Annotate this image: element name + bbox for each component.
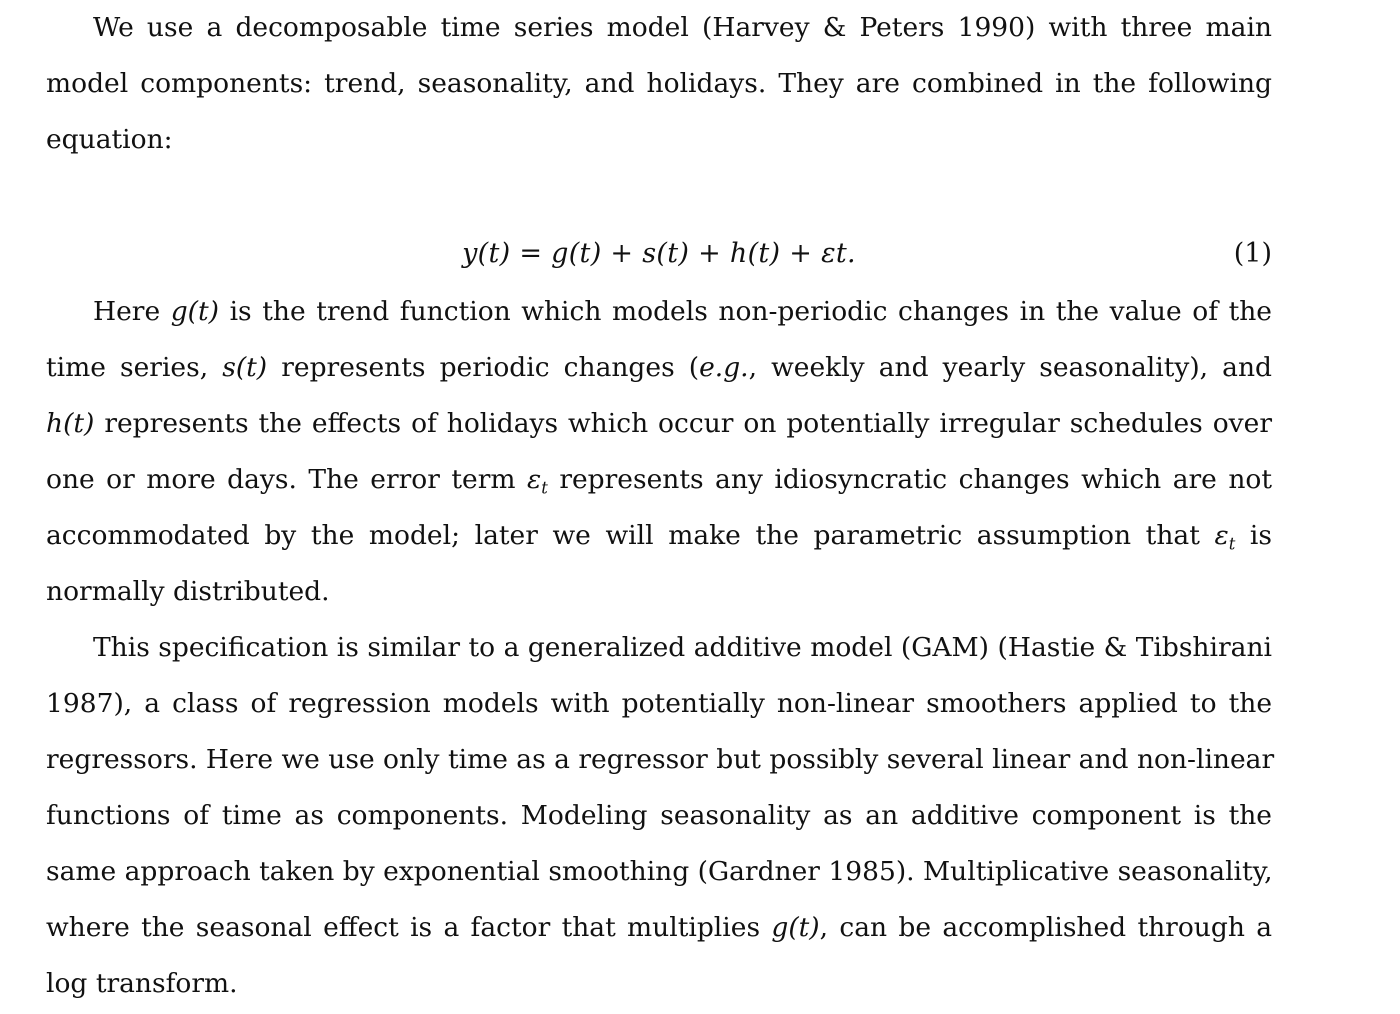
math-inline: g(t) — [771, 912, 820, 943]
math-inline: s(t) — [222, 352, 268, 383]
text-line: one or more days. The error term $\varepsilon_t$ represents any idiosyncratic changes which are not — [46, 464, 1272, 498]
text-line: This specification is similar to a generalized additive model (GAM) (Hastie & Tibshirani — [93, 632, 1272, 663]
text-line: 1987), a class of regression models with potentially non-linear smoothers applied to the — [46, 688, 1272, 719]
text-line: h(t) represents the effects of holidays which occur on potentially irregular schedules over — [46, 408, 1272, 439]
text-line: functions of time as components. Modeling seasonality as an additive component is the — [46, 800, 1272, 831]
math-inline: g(t) — [170, 296, 220, 327]
paragraph-1 — [46, 0, 1272, 168]
paragraph-2 — [46, 284, 1272, 620]
text-line: where the seasonal effect is a factor that multiplies g(t), can be accomplished through a — [46, 912, 1272, 943]
equation: y(t) = g(t) + s(t) + h(t) + εt. — [462, 238, 856, 269]
paper-body — [46, 0, 1275, 1012]
math-inline: $\varepsilon_t$ — [1214, 520, 1236, 554]
text-line: We use a decomposable time series model (Harvey & Peters 1990) with three main — [93, 12, 1272, 43]
math-inline: $\varepsilon_t$ — [527, 464, 548, 498]
text-line: same approach taken by exponential smoothing (Gardner 1985). Multiplicative seasonality, — [46, 856, 1273, 887]
paragraph-3 — [46, 620, 1275, 1012]
text-line: time series, s(t) represents periodic changes (e.g., weekly and yearly seasonality), and — [46, 352, 1272, 383]
text-line: log transform. — [46, 968, 238, 999]
math-inline: h(t) — [46, 408, 95, 439]
text-line: model components: trend, seasonality, and holidays. They are combined in the following — [46, 68, 1272, 99]
text-line: normally distributed. — [46, 576, 330, 607]
text-line: regressors. Here we use only time as a regressor but possibly several linear and non-linear — [46, 744, 1275, 775]
text-line: equation: — [46, 124, 173, 155]
text-line: Here g(t) is the trend function which models non-periodic changes in the value of the — [93, 296, 1272, 327]
equation-block — [46, 168, 1272, 284]
text-line: accommodated by the model; later we will make the parametric assumption that $\varepsilon_t$ is — [46, 520, 1272, 554]
equation-number: (1) — [1233, 238, 1272, 269]
